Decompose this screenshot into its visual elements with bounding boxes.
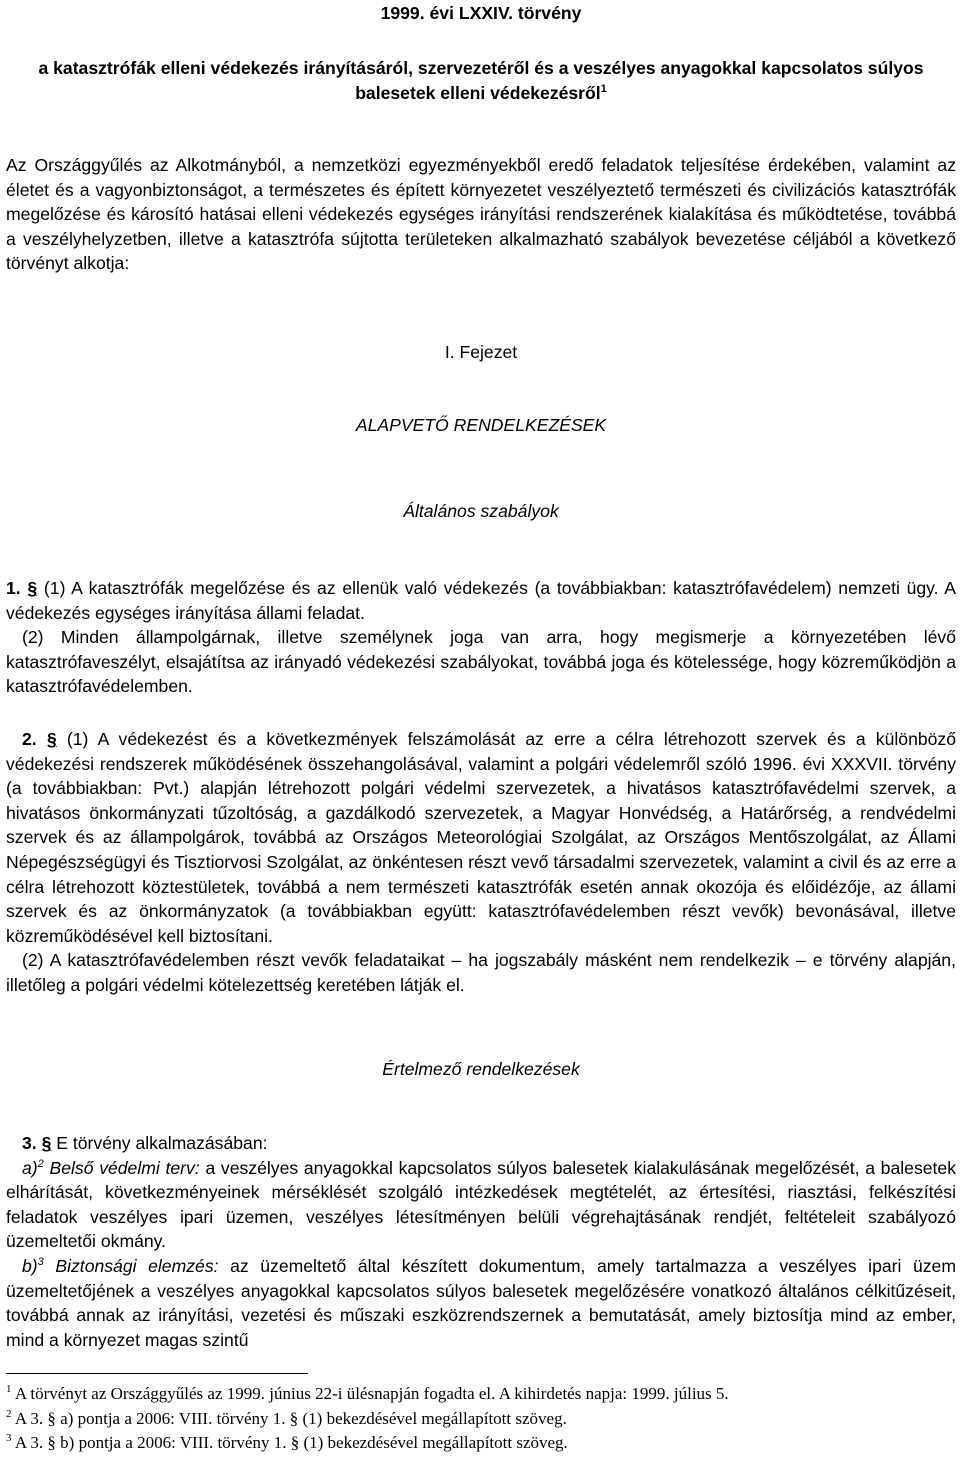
footnote-3-text: A 3. § b) pontja a 2006: VIII. törvény 1. § (1) bekezdésével megállapított szöveg.: [14, 1433, 568, 1453]
paragraph-2-number: 2.: [22, 729, 37, 749]
section-title-definitions: Értelmező rendelkezések: [382, 1059, 580, 1079]
footnote-3: [6, 1431, 956, 1456]
preamble: Az Országgyűlés az Alkotmányból, a nemzetközi egyezményekből eredő feladatok teljesítése érdekében, valamint az életet és a vagyonbiztonságot, a természetes és épített környezetet veszélyeztető természeti és civilizációs katasztrófák megelőzése és károsító hatásai elleni védekezés egységes irányítási rendszerének kialakítása és működtetése, továbbá a veszélyhelyzetben, illetve a katasztrófa sújtotta területeken alkalmazható szabályok bevezetése céljából a következő törvényt alkotja:: [6, 155, 956, 274]
footnote-2-text: A 3. § a) pontja a 2006: VIII. törvény 1. § (1) bekezdésével megállapított szöveg.: [14, 1408, 567, 1428]
footnote-1-number: 1: [6, 1383, 12, 1395]
paragraph-3: [6, 1131, 956, 1352]
footnote-ref-3[interactable]: 3: [37, 1255, 44, 1268]
chapter-number: I. Fejezet: [444, 342, 518, 362]
definition-b: [6, 1254, 956, 1352]
footnote-1-text: A törvényt az Országgyűlés az 1999. június 22-i ülésnapján fogadta el. A kihirdetés napja: 1999. július 5.: [14, 1384, 729, 1403]
paragraph-1-subsection-2: (2) Minden állampolgárnak, illetve személynek joga van arra, hogy megismerje a környezetében lévő katasztrófaveszélyt, elsajátítsa az irányadó védekezési szabályokat, továbbá joga és kötelessége, hogy közreműködjön a katasztrófavédelemben.: [6, 627, 956, 697]
paragraph-1: [6, 576, 956, 699]
paragraph-2: [6, 727, 956, 998]
definition-a-term: Belső védelmi terv:: [49, 1157, 200, 1178]
definition-a: [6, 1156, 956, 1254]
section-title-general-rules: Általános szabályok: [403, 501, 559, 521]
paragraph-1-number: 1.: [6, 578, 21, 598]
paragraph-2-subsection-1: [6, 727, 956, 948]
law-subtitle: [6, 56, 956, 105]
footnote-separator: [6, 1373, 308, 1374]
definition-a-text: a veszélyes anyagokkal kapcsolatos súlyos balesetek kialakulásának megelőzését, a balesetek elhárítását, következményeinek mérséklését szolgáló intézkedések megtételét, az értesítési, riasztási, felkészítési feladatok veszélyes ipari üzemen, veszélyes létesítményen belüli végrehajtásának rendjét, feltételeit szabályozó üzemeltetői okmány.: [6, 1157, 956, 1252]
footnote-3-number: 3: [6, 1432, 12, 1445]
footnotes: [6, 1382, 956, 1456]
footnote-ref-2[interactable]: 2: [37, 1157, 44, 1170]
paragraph-1-sign: §: [27, 578, 38, 598]
chapter-title: ALAPVETŐ RENDELKEZÉSEK: [355, 415, 607, 435]
paragraph-1-text: (1) A katasztrófák megelőzése és az ellenük való védekezés (a továbbiakban: katasztrófavédelem) nemzeti ügy. A védekezés egységes irányítása állami feladat.: [6, 578, 957, 623]
law-title: 1999. évi LXXIV. törvény: [380, 3, 582, 23]
paragraph-3-intro-text: E törvény alkalmazásában:: [56, 1133, 268, 1153]
definition-b-label: b): [22, 1255, 38, 1276]
footnote-2-number: 2: [6, 1407, 12, 1420]
paragraph-2-text: (1) A védekezést és a következmények felszámolását az erre a célra létrehozott szervek és a különböző védekezési rendszerek működésének összehangolásával, valamint a polgári védelemről szóló 1996. évi XXXVII. törvény (a továbbiakban: Pvt.) alapján létrehozott polgári védelmi szervezetek, a hivatásos katasztrófavédelmi szervek, a hivatásos önkormányzati tűzoltóság, a gazdálkodó szervezetek, a Magyar Honvédség, a Határőrség, a rendvédelmi szervek és az állampolgárok, továbbá az Országos Meteorológiai Szolgálat, az Országos Mentőszolgálat, az Állami Népegészségügyi és Tisztiorvosi Szolgálat, az önkéntesen részt vevő társadalmi szervezetek, valamint a civil és az erre a célra létrehozott köztestületek, továbbá a nem természeti katasztrófák esetén annak okozója és előidézője, az állami szervek és az önkormányzatok (a továbbiakban együtt: katasztrófavédelemben részt vevők) bevonásával, illetve közreműködésével kell biztosítani.: [6, 729, 957, 946]
definition-b-text: az üzemeltető által készített dokumentum, amely tartalmazza a veszélyes ipari üzem üzemeltetőjének a veszélyes anyagokkal kapcsolatos súlyos balesetek megelőzésére vonatkozó általános célkitűzéseit, továbbá annak az irányítási, vezetési és műszaki eszközrendszernek a bemutatását, amely biztosítja mind az ember, mind a környezet magas szintű: [6, 1255, 957, 1350]
paragraph-3-intro: [6, 1131, 956, 1156]
paragraph-3-sign: §: [41, 1133, 52, 1153]
definition-b-term: Biztonsági elemzés:: [55, 1255, 219, 1276]
paragraph-2-sign: §: [46, 729, 57, 749]
paragraph-2-subsection-2: (2) A katasztrófavédelemben részt vevők feladataikat – ha jogszabály másként nem rendelkezik – e törvény alapján, illetőleg a polgári védelmi kötelezettség keretében látják el.: [6, 950, 956, 995]
definition-a-label: a): [22, 1157, 38, 1178]
footnote-ref-1[interactable]: 1: [600, 82, 607, 95]
footnote-1: [6, 1382, 956, 1407]
paragraph-1-subsection-1: [6, 576, 956, 625]
law-subtitle-text: a katasztrófák elleni védekezés irányításáról, szervezetéről és a veszélyes anyagokkal kapcsolatos súlyos balesetek elleni védekezésről: [38, 58, 924, 103]
paragraph-3-number: 3.: [22, 1133, 37, 1153]
footnote-2: [6, 1407, 956, 1432]
